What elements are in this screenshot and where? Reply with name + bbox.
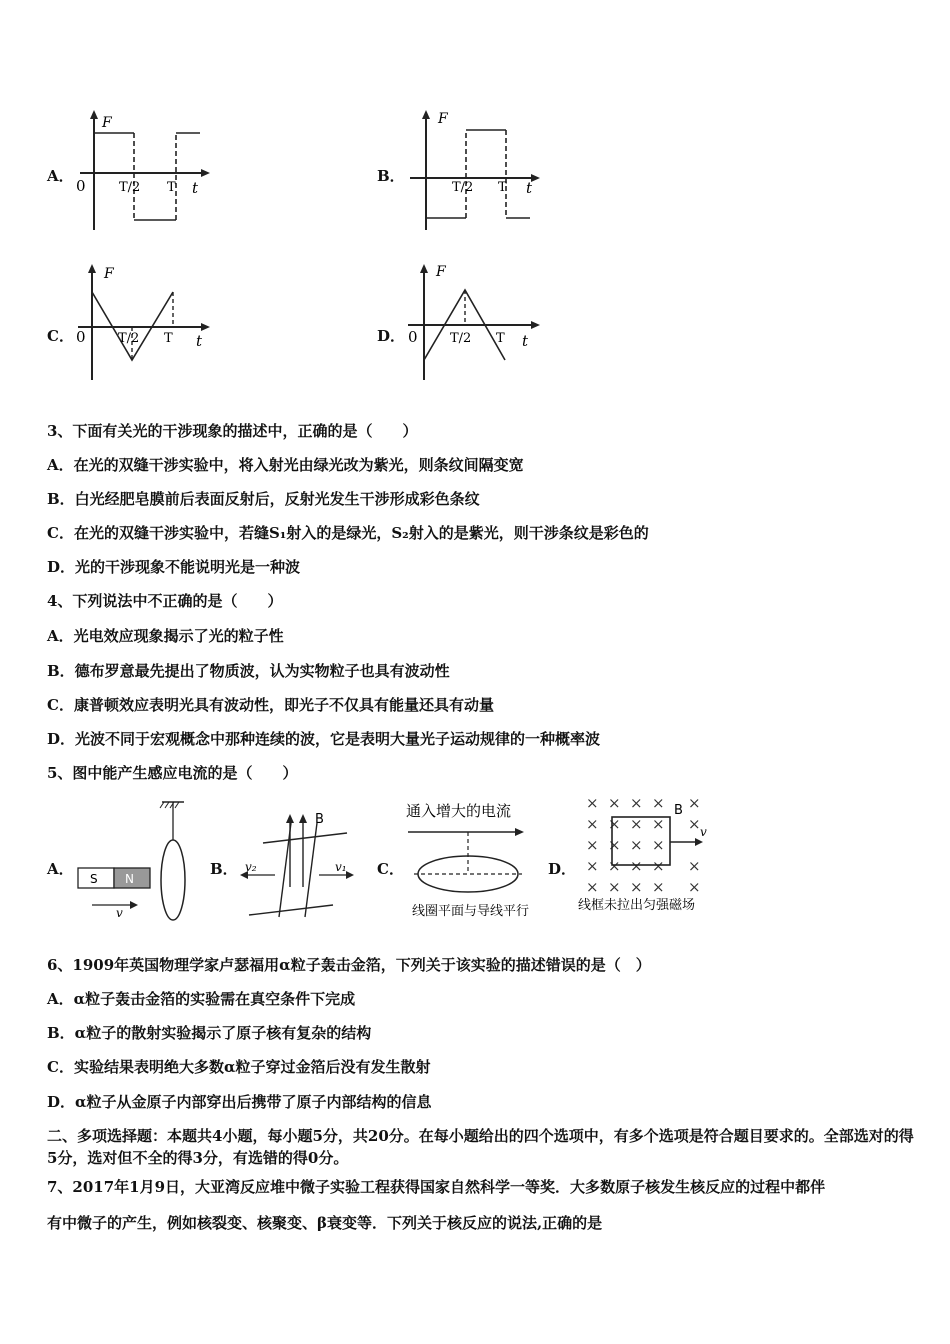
svg-text:×: ×: [586, 878, 599, 896]
q5-fig-d-letter: D．: [548, 860, 577, 878]
q5-fig-b-b: B: [315, 812, 324, 827]
q6-option-d: D．α粒子从金原子内部穿出后携带了原子内部结构的信息: [47, 1093, 432, 1111]
svg-text:×: ×: [586, 794, 599, 812]
q5-fig-c-letter: C．: [377, 860, 404, 878]
svg-text:×: ×: [630, 836, 643, 854]
graph-a-period: T: [167, 180, 176, 195]
graph-b-letter: B．: [377, 167, 405, 185]
section-two-instructions: 二、多项选择题：本题共4小题，每小题5分，共20分。在每小题给出的四个选项中，有多个选项是符合题目要求的。全部选对的得5分，选对但不全的得3分，有选错的得0分。: [47, 1127, 914, 1167]
svg-text:×: ×: [608, 857, 621, 875]
svg-text:×: ×: [608, 794, 621, 812]
graph-c-half: T/2: [118, 331, 140, 346]
graph-b-f: F: [438, 111, 448, 127]
q5-fig-b-v1: v₁: [335, 860, 347, 874]
graph-d-period: T: [496, 331, 505, 346]
q3-option-b: B．白光经肥皂膜前后表面反射后，反射光发生干涉形成彩色条纹: [47, 490, 480, 508]
graph-a-origin: 0: [76, 177, 86, 195]
graph-d-half: T/2: [450, 331, 472, 346]
svg-text:×: ×: [630, 878, 643, 896]
q3-option-c: C．在光的双缝干涉实验中，若缝S₁射入的是绿光，S₂射入的是紫光，则干涉条纹是彩色的: [47, 524, 649, 542]
graph-b-period: T: [498, 180, 507, 195]
q3-option-d: D．光的干涉现象不能说明光是一种波: [47, 558, 301, 576]
graph-c-f: F: [104, 266, 114, 282]
graph-a-letter: A．: [47, 167, 74, 185]
q5-fig-c-caption: 线圈平面与导线平行: [412, 904, 530, 919]
q6-option-c: C．实验结果表明绝大多数α粒子穿过金箔后没有发生散射: [47, 1058, 431, 1076]
q7-line-2: 有中微子的产生，例如核裂变、核聚变、β衰变等．下列关于核反应的说法,正确的是: [47, 1214, 603, 1232]
q4-stem: 4、下列说法中不正确的是（ ）: [47, 592, 283, 610]
svg-text:×: ×: [630, 815, 643, 833]
svg-text:×: ×: [608, 815, 621, 833]
q5-fig-a-letter: A．: [47, 860, 74, 878]
graph-d-f: F: [436, 264, 446, 280]
q5-fig-d-v: v: [700, 825, 707, 839]
q5-fig-d-caption: 线框未拉出匀强磁场: [578, 898, 696, 913]
graph-a-t: t: [192, 179, 199, 197]
q5-fig-b-v2: v₂: [245, 860, 257, 874]
graph-a-f: F: [102, 115, 112, 131]
svg-text:×: ×: [688, 815, 701, 833]
svg-text:×: ×: [630, 794, 643, 812]
q7-line-1: 7、2017年1月9日，大亚湾反应堆中微子实验工程获得国家自然科学一等奖．大多数原子核发生核反应的过程中都伴: [47, 1178, 826, 1196]
graph-c: [70, 260, 220, 385]
graph-c-letter: C．: [47, 327, 74, 345]
graph-d-letter: D．: [377, 327, 406, 345]
q5-fig-a-v: v: [116, 906, 123, 920]
svg-text:×: ×: [652, 815, 665, 833]
q5-fig-d: [578, 792, 723, 920]
q6-stem: 6、1909年英国物理学家卢瑟福用α粒子轰击金箔，下列关于该实验的描述错误的是（ ）: [47, 956, 651, 974]
svg-text:×: ×: [652, 878, 665, 896]
q3-stem: 3、下面有关光的干涉现象的描述中，正确的是（ ）: [47, 422, 418, 440]
svg-text:×: ×: [586, 836, 599, 854]
q4-option-b: B．德布罗意最先提出了物质波，认为实物粒子也具有波动性: [47, 662, 450, 680]
svg-text:×: ×: [586, 857, 599, 875]
svg-text:×: ×: [608, 878, 621, 896]
graph-d: [400, 260, 550, 385]
graph-c-period: T: [164, 331, 173, 346]
svg-text:×: ×: [652, 794, 665, 812]
magnet-n-label: N: [125, 872, 134, 886]
svg-text:×: ×: [688, 794, 701, 812]
q5-fig-b-letter: B．: [210, 860, 238, 878]
q6-option-b: B．α粒子的散射实验揭示了原子核有复杂的结构: [47, 1024, 372, 1042]
graph-d-t: t: [522, 332, 529, 350]
graph-d-origin: 0: [408, 328, 418, 346]
magnet-s-label: S: [90, 872, 98, 886]
graph-a: [70, 105, 220, 235]
svg-text:×: ×: [586, 815, 599, 833]
svg-text:×: ×: [688, 857, 701, 875]
q4-option-c: C．康普顿效应表明光具有波动性，即光子不仅具有能量还具有动量: [47, 696, 494, 714]
graph-b-half: T/2: [452, 180, 474, 195]
svg-text:×: ×: [652, 857, 665, 875]
q5-stem: 5、图中能产生感应电流的是（ ）: [47, 764, 298, 782]
q5-fig-c: [400, 796, 550, 924]
graph-b-t: t: [526, 179, 533, 197]
q5-fig-c-top: 通入增大的电流: [406, 802, 512, 820]
graph-a-half: T/2: [119, 180, 141, 195]
q4-option-d: D．光波不同于宏观概念中那种连续的波，它是表明大量光子运动规律的一种概率波: [47, 730, 601, 748]
q3-option-a: A．在光的双缝干涉实验中，将入射光由绿光改为紫光，则条纹间隔变宽: [47, 456, 524, 474]
q4-option-a: A．光电效应现象揭示了光的粒子性: [47, 627, 284, 645]
svg-text:×: ×: [688, 878, 701, 896]
q5-fig-a: [72, 798, 197, 923]
graph-b: [400, 105, 550, 235]
q5-fig-d-b: B: [674, 803, 683, 818]
q6-option-a: A．α粒子轰击金箔的实验需在真空条件下完成: [47, 990, 356, 1008]
svg-text:×: ×: [652, 836, 665, 854]
svg-text:×: ×: [630, 857, 643, 875]
q5-fig-b: [235, 805, 360, 923]
svg-text:×: ×: [608, 836, 621, 854]
graph-c-t: t: [196, 332, 203, 350]
graph-c-origin: 0: [76, 328, 86, 346]
